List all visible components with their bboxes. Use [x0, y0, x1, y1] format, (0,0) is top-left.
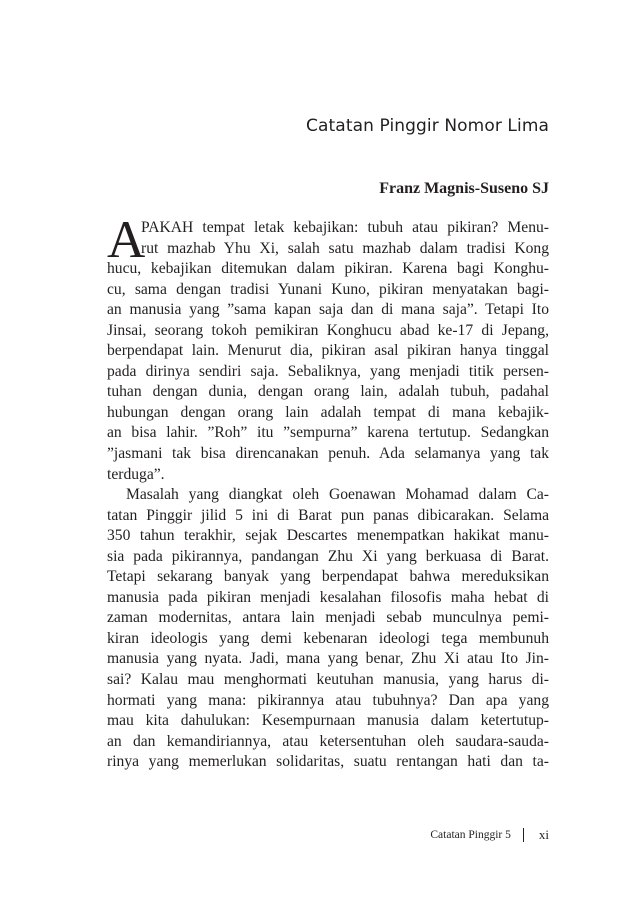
body-text [107, 211, 549, 773]
text-line: tuhan dengan dunia, dengan orang lain, adalah tubuh, padahal [107, 383, 549, 401]
text-line: PAKAH tempat letak kebajikan: tubuh atau pikiran? Menu- [141, 219, 549, 236]
text-line: manusia yang nyata. Jadi, mana yang benar, Zhu Xi atau Ito Jin- [107, 650, 549, 668]
text-line: an bisa lahir. ”Roh” itu ”sempurna” karena tertutup. Sedangkan [107, 424, 549, 442]
page-footer [430, 827, 549, 843]
text-line: rut mazhab Yhu Xi, salah satu mazhab dalam tradisi Kong [141, 239, 549, 257]
drop-cap: A [107, 211, 146, 269]
text-line: manusia pada pikiran menjadi kesalahan filosofis maha hebat di [107, 588, 549, 606]
text-line: Tetapi sekarang banyak yang berpendapat bahwa mereduksikan [107, 568, 549, 586]
text-line: hubungan dengan orang lain adalah tempat di mana kebajik- [107, 403, 549, 421]
text-line: mau kita dahulukan: Kesempurnaan manusia dalam ketertutup- [107, 712, 549, 730]
text-line: terduga”. [107, 465, 165, 483]
author-name: Franz Magnis-Suseno SJ [379, 180, 549, 197]
text-line: hormati yang mana: pikirannya atau tubuhnya? Dan apa yang [107, 691, 549, 709]
text-line: pada dirinya sendiri saja. Sebaliknya, yang menjadi titik persen- [107, 362, 549, 380]
text-line: Masalah yang diangkat oleh Goenawan Mohamad dalam Ca- [126, 486, 549, 504]
text-line: rinya yang memerlukan solidaritas, suatu rentangan hati dan ta- [107, 753, 549, 771]
text-line: 350 tahun terakhir, sejak Descartes menempatkan hakikat manu- [107, 527, 549, 545]
page-number: xi [538, 827, 549, 842]
text-line: sia pada pikirannya, pandangan Zhu Xi yang berkuasa di Barat. [107, 547, 549, 565]
text-line: kiran ideologis yang demi kebenaran ideologi tega membunuh [107, 629, 549, 647]
text-line: cu, sama dengan tradisi Yunani Kuno, pikiran menyatakan bagi- [107, 280, 549, 298]
text-line: zaman modernitas, antara lain menjadi sebab munculnya pemi- [107, 609, 549, 627]
text-line: Jinsai, seorang tokoh pemikiran Konghucu abad ke-17 di Jepang, [107, 321, 549, 339]
text-line: berpendapat lain. Menurut dia, pikiran asal pikiran hanya tinggal [107, 342, 549, 360]
running-title: Catatan Pinggir 5 [430, 829, 511, 841]
text-line: sai? Kalau mau menghormati keutuhan manusia, yang harus di- [107, 671, 549, 689]
text-line: tatan Pinggir jilid 5 ini di Barat pun panas dibicarakan. Selama [107, 506, 549, 524]
text-line: an manusia yang ”sama kapan saja dan di mana saja”. Tetapi Ito [107, 301, 549, 319]
section-title: Catatan Pinggir Nomor Lima [306, 116, 549, 136]
text-line: an dan kemandiriannya, atau ketersentuhan oleh saudara-sauda- [107, 732, 549, 750]
footer-divider [523, 828, 524, 842]
text-line: hucu, kebajikan ditemukan dalam pikiran. Karena bagi Konghu- [107, 260, 549, 278]
text-line: ”jasmani tak bisa direncanakan penuh. Ada selamanya yang tak [107, 445, 549, 463]
